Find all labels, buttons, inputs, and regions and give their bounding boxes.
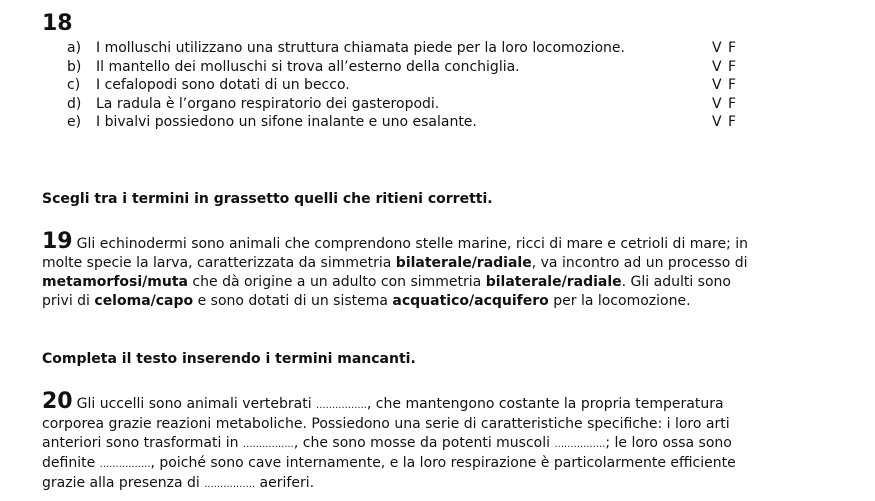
tf-item-letter: e) (67, 114, 82, 130)
paragraph-line (42, 254, 842, 273)
fill-blank[interactable]: ................ (99, 459, 151, 470)
tf-item-text: I cefalopodi sono dotati di un becco. (96, 77, 350, 93)
paragraph-line (42, 389, 842, 415)
text-span: . Gli adulti sono (621, 274, 731, 290)
tf-item-letter: b) (67, 58, 82, 75)
text-span: molte specie la larva, caratterizzata da simmetria (42, 255, 396, 271)
choice-term[interactable]: acquatico/acquifero (392, 293, 549, 309)
choice-term[interactable]: celoma/capo (94, 293, 194, 309)
text-span: e sono dotati di un sistema (193, 293, 393, 309)
question-19-paragraph (42, 229, 842, 311)
tf-item-text: I bivalvi possiedono un sifone inalante e uno esalante. (96, 114, 477, 130)
question-18-number: 18 (42, 11, 73, 36)
paragraph-line (42, 292, 842, 311)
question-20-number: 20 (42, 389, 73, 414)
text-span: grazie alla presenza di (42, 475, 205, 491)
question-20-paragraph (42, 389, 842, 494)
tf-item-vf[interactable]: V F (712, 58, 738, 75)
text-span: aeriferi. (255, 475, 315, 491)
text-span: che dà origine a un adulto con simmetria (187, 274, 486, 290)
fill-blank[interactable]: ................ (316, 400, 367, 411)
text-span: , va incontro ad un processo di (531, 255, 748, 271)
paragraph-line (42, 229, 842, 254)
tf-item-vf[interactable]: V F (712, 77, 738, 93)
tf-item-letter: c) (67, 77, 81, 93)
paragraph-line (42, 273, 842, 292)
text-span: corporea grazie reazioni metaboliche. Possiedono una serie di caratteristiche specifiche: i loro arti (42, 416, 730, 432)
paragraph-line (42, 415, 842, 434)
fill-blank[interactable]: ................ (204, 479, 256, 490)
fill-blank[interactable]: ................ (554, 439, 606, 450)
instruction-20: Completa il testo inserendo i termini mancanti. (42, 351, 416, 367)
paragraph-line (42, 474, 842, 494)
tf-item-vf[interactable]: V F (712, 95, 738, 112)
text-span: Gli echinodermi sono animali che comprendono stelle marine, ricci di mare e cetrioli di mare; in (76, 236, 748, 252)
fill-blank[interactable]: ................ (243, 439, 294, 450)
choice-term[interactable]: bilaterale/radiale (485, 274, 622, 290)
tf-item-b (0, 58, 875, 77)
text-span: ; le loro ossa sono (605, 435, 732, 451)
text-span: , che sono mosse da potenti muscoli (293, 435, 555, 451)
text-span: per la locomozione. (548, 293, 691, 309)
text-span: , poiché sono cave internamente, e la loro respirazione è particolarmente efficiente (150, 455, 736, 471)
text-span: privi di (42, 293, 95, 309)
tf-item-d (0, 95, 875, 114)
text-span: anteriori sono trasformati in (42, 435, 243, 451)
tf-item-e (0, 113, 875, 132)
choice-term[interactable]: metamorfosi/muta (42, 274, 188, 290)
tf-item-text: I molluschi utilizzano una struttura chiamata piede per la loro locomozione. (96, 40, 625, 56)
text-span: definite (42, 455, 100, 471)
tf-item-vf[interactable]: V F (712, 40, 738, 56)
tf-item-a (0, 39, 875, 58)
tf-item-vf[interactable]: V F (712, 114, 738, 130)
tf-item-text: La radula è l’organo respiratorio dei gasteropodi. (96, 95, 440, 112)
paragraph-line (42, 454, 842, 474)
paragraph-line (42, 434, 842, 454)
text-span: Gli uccelli sono animali vertebrati (76, 396, 317, 412)
choice-term[interactable]: bilaterale/radiale (395, 255, 532, 271)
text-span: , che mantengono costante la propria temperatura (366, 396, 724, 412)
true-false-list (0, 39, 875, 132)
instruction-19: Scegli tra i termini in grassetto quelli che ritieni corretti. (42, 191, 493, 207)
tf-item-letter: d) (67, 95, 82, 112)
tf-item-letter: a) (67, 40, 82, 56)
tf-item-c (0, 76, 875, 95)
question-19-number: 19 (42, 229, 73, 254)
tf-item-text: Il mantello dei molluschi si trova all’esterno della conchiglia. (96, 58, 520, 75)
